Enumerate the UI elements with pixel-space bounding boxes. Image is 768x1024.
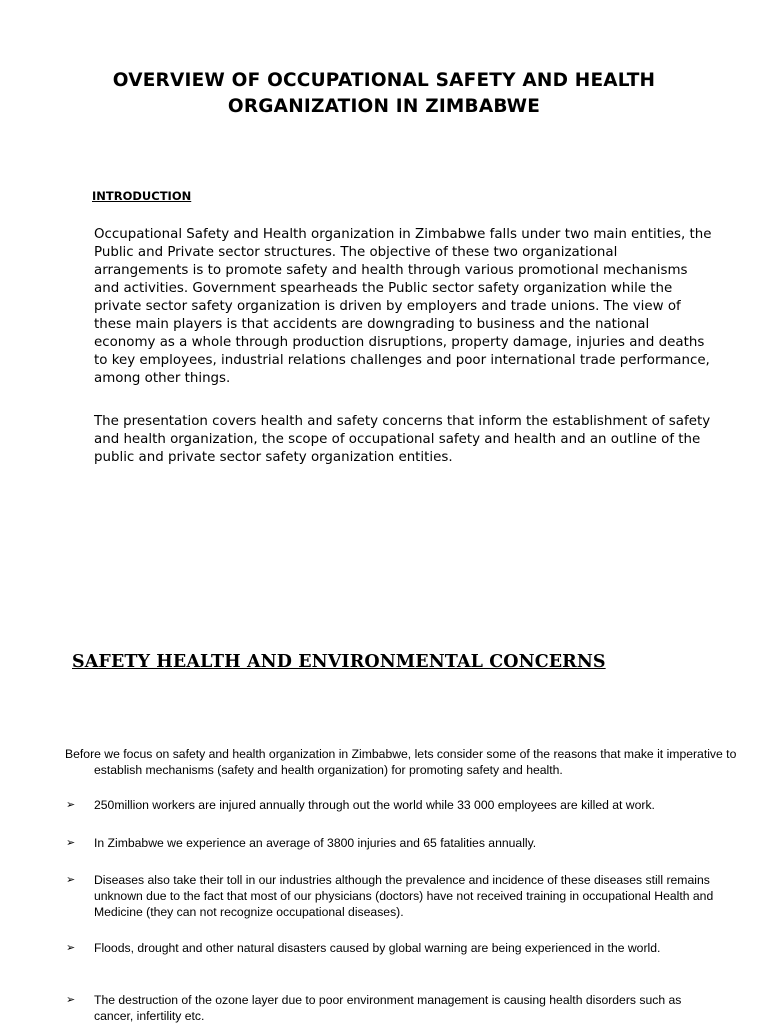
title-line-2: ORGANIZATION IN ZIMBABWE	[227, 96, 541, 117]
list-item	[66, 992, 716, 1024]
intro-paragraph: Occupational Safety and Health organization in Zimbabwe falls under two main entities, the Public and Private sector structures. The objective of these two organizational arrangements is to promote safety and health through various promotional mechanisms and activities. Government spearheads the Public sector safety organization while the private sector safety organization is driven by employers and trade unions. The view of these main players is that accidents are downgrading to business and the national economy as a whole through production disruptions, property damage, injuries and deaths to key employees, industrial relations challenges and poor international trade performance, among other things.	[94, 227, 712, 386]
title-line-1: OVERVIEW OF OCCUPATIONAL SAFETY AND HEALTH	[112, 70, 656, 91]
arrow-bullet-icon: ➢	[66, 942, 76, 954]
section-heading: SAFETY HEALTH AND ENVIRONMENTAL CONCERNS	[72, 652, 606, 672]
arrow-bullet-icon: ➢	[66, 799, 76, 811]
list-item-text: The destruction of the ozone layer due to poor environment management is causing health disorders such as cancer, infertility etc.	[94, 993, 682, 1023]
arrow-bullet-icon: ➢	[66, 837, 76, 849]
list-item	[66, 835, 716, 851]
list-item	[66, 872, 716, 920]
document-title	[40, 68, 728, 120]
list-item	[66, 797, 716, 813]
list-item	[66, 940, 716, 956]
list-item-text: Diseases also take their toll in our industries although the prevalence and incidence of these diseases still remains unknown due to the fact that most of our physicians (doctors) have not received training in occupational Health and Medicine (they can not recognize occupational diseases).	[94, 873, 714, 919]
arrow-bullet-icon: ➢	[66, 874, 76, 886]
list-item-text: In Zimbabwe we experience an average of 3800 injuries and 65 fatalities annually.	[94, 836, 537, 850]
intro-paragraph: The presentation covers health and safety concerns that inform the establishment of safety and health organization, the scope of occupational safety and health and an outline of the public and private sector safety organization entities.	[94, 414, 711, 465]
section-lead-paragraph: Before we focus on safety and health organization in Zimbabwe, lets consider some of the reasons that make it imperative to establish mechanisms (safety and health organization) for promoting safety and health.	[65, 747, 737, 777]
list-item-text: Floods, drought and other natural disasters caused by global warning are being experienced in the world.	[94, 941, 661, 955]
list-item-text: 250million workers are injured annually through out the world while 33 000 employees are killed at work.	[94, 798, 655, 812]
arrow-bullet-icon: ➢	[66, 994, 76, 1006]
introduction-heading: INTRODUCTION	[92, 189, 192, 203]
